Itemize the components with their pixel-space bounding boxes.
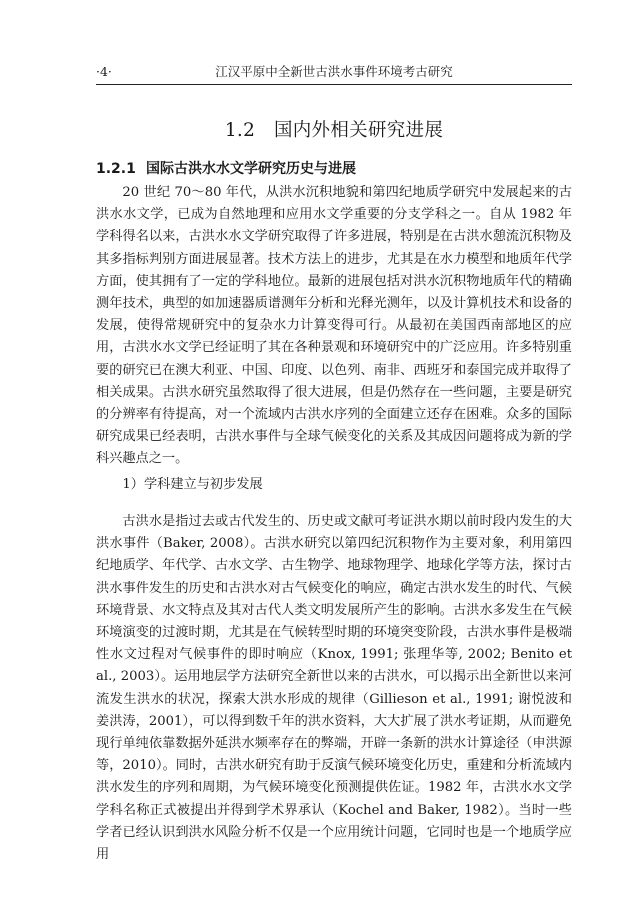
section-title: 1.2 国内外相关研究进展 (224, 120, 444, 141)
intro-paragraph: 20 世纪 70～80 年代，从洪水沉积地貌和第四纪地质学研究中发展起来的古洪水水文学，已成为自然地理和应用水文学重要的分支学科之一。自从 1982 年学科得名以来，古洪水水文学研究取得了许多进展，特别是在古洪水憩流沉积物及其多指标判别方面进展显著。技术方法上的进步，尤其是在水力模型和地质年代学方面，使其拥有了一定的学科地位。最新的进展包括对洪水沉积物地质年代的精确测年技术，典型的如加速器质谱测年分析和光释光测年，以及计算机技术和设备的发展，使得常规研究中的复杂水力计算变得可行。从最初在美国西南部地区的应用，古洪水水文学已经证明了其在各种景观和环境研究中的广泛应用。许多特别重要的研究已在澳大利亚、中国、印度、以色列、南非、西班牙和泰国完成并取得了相关成果。古洪水研究虽然取得了很大进展，但是仍然存在一些问题，主要是研究的分辨率有待提高，对一个流域内古洪水序列的全面建立还存在困难。众多的国际研究成果已经表明，古洪水事件与全球气候变化的关系及其成因问题将成为新的学科兴趣点之一。 (96, 185, 572, 467)
subsection-title: 国际古洪水水文学研究历史与进展 (146, 161, 356, 177)
header-rule (96, 84, 572, 85)
running-title: 江汉平原中全新世古洪水事件环境考古研究 (215, 64, 453, 79)
page-number: ·4· (96, 64, 112, 79)
subsection-number: 1.2.1 (96, 161, 136, 177)
list-item-heading: 1）学科建立与初步发展 (122, 477, 263, 492)
subsection-heading (96, 157, 356, 181)
running-header (96, 62, 572, 82)
body-paragraph: 古洪水是指过去或古代发生的、历史或文献可考证洪水期以前时段内发生的大洪水事件（Baker, 2008）。古洪水研究以第四纪沉积物作为主要对象，利用第四纪地质学、年代学、古水文学、古生物学、地球物理学、地球化学等方法，探讨古洪水事件发生的历史和古洪水对古气候变化的响应，确定古洪水发生的时代、气候环境背景、水文特点及其对古代人类文明发展所产生的影响。古洪水多发生在气候环境演变的过渡时期，尤其是在气候转型时期的环境突变阶段，古洪水事件是极端性水文过程对气候事件的即时响应（Knox, 1991; 张理华等, 2002; Benito et al., 2003）。运用地层学方法研究全新世以来的古洪水，可以揭示出全新世以来河流发生洪水的状况，探索大洪水形成的规律（Gillieson et al., 1991; 谢悦波和姜洪涛，2001），可以得到数千年的洪水资料，大大扩展了洪水考证期，从而避免现行单纯依靠数据外延洪水频率存在的弊端，开辟一条新的洪水计算途径（申洪源等，2010）。同时，古洪水研究有助于反演气候环境变化历史，重建和分析流域内洪水发生的序列和周期，为气候环境变化预测提供佐证。1982 年，古洪水水文学学科名称正式被提出并得到学术界承认（Kochel and Baker, 1982）。当时一些学者已经认识到洪水风险分析不仅是一个应用统计问题，它同时也是一个地质学应用 (96, 514, 572, 863)
